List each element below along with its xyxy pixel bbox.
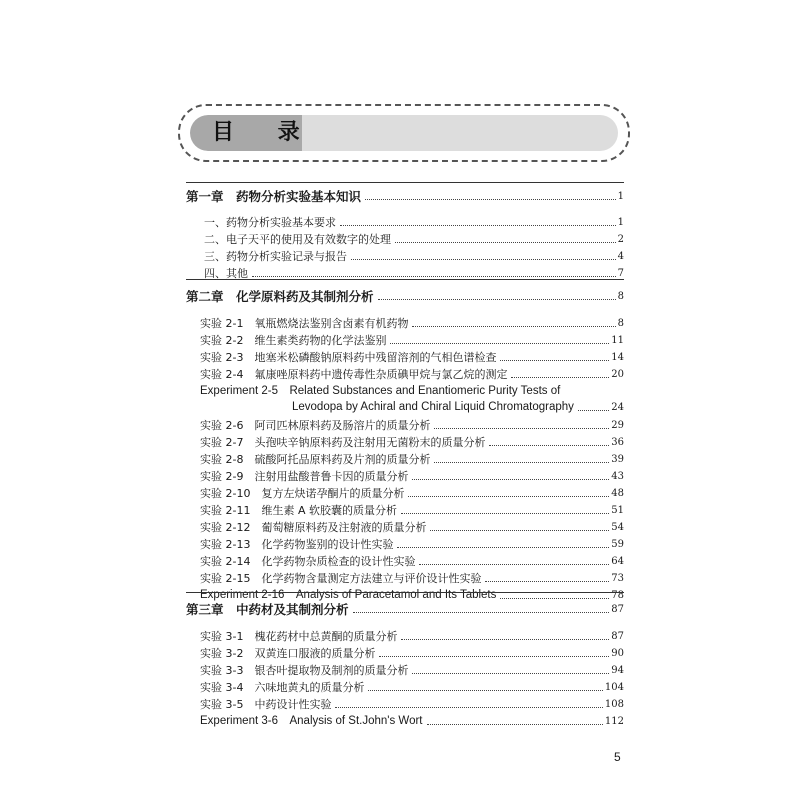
toc-item-label: 实验 2-11 维生素 A 软胶囊的质量分析 xyxy=(200,504,397,517)
toc-item-label: Experiment 2-5 Related Substances and Enantiomeric Purity Tests of xyxy=(200,385,561,397)
toc-item-page: 7 xyxy=(617,268,624,279)
toc-banner xyxy=(178,104,630,162)
dot-leader xyxy=(419,564,609,565)
toc-item-label: 实验 2-7 头孢呋辛钠原料药及注射用无菌粉末的质量分析 xyxy=(200,436,486,449)
toc-item-label: 实验 2-4 氟康唑原料药中遗传毒性杂质碘甲烷与氯乙烷的测定 xyxy=(200,368,508,381)
toc-item[interactable] xyxy=(200,660,624,677)
toc-item[interactable] xyxy=(200,500,624,517)
toc-item-page: 39 xyxy=(611,454,624,465)
dot-leader xyxy=(401,639,609,640)
toc-item[interactable] xyxy=(200,432,624,449)
toc-item-label: 实验 3-4 六味地黄丸的质量分析 xyxy=(200,681,365,694)
toc-item[interactable] xyxy=(200,347,624,364)
toc-item-label: 一、药物分析实验基本要求 xyxy=(204,216,336,229)
dot-leader xyxy=(368,690,602,691)
toc-item-label: 实验 3-3 银杏叶提取物及制剂的质量分析 xyxy=(200,664,409,677)
toc-item[interactable] xyxy=(204,246,624,263)
chapter-2-entry-page: 8 xyxy=(617,291,624,302)
chapter-1-entry[interactable] xyxy=(186,186,624,203)
dot-leader xyxy=(412,479,609,480)
dot-leader xyxy=(252,276,616,277)
dot-leader xyxy=(578,410,609,411)
toc-item[interactable] xyxy=(200,415,624,432)
toc-item[interactable] xyxy=(200,364,624,381)
dot-leader xyxy=(412,673,609,674)
chapter-3-entry-page: 87 xyxy=(611,604,624,615)
dot-leader xyxy=(408,496,609,497)
chapter-rule xyxy=(186,279,624,280)
chapter-rule xyxy=(186,592,624,593)
toc-item-label: 实验 2-13 化学药物鉴别的设计性实验 xyxy=(200,538,394,551)
toc-item-label: 四、其他 xyxy=(204,267,248,280)
toc-item-page: 2 xyxy=(617,234,624,245)
toc-item-page: 8 xyxy=(617,318,624,329)
toc-item[interactable] xyxy=(200,711,624,728)
toc-item[interactable] xyxy=(200,643,624,660)
toc-item[interactable] xyxy=(204,212,624,229)
toc-item[interactable] xyxy=(200,313,624,330)
chapter-1-entry-page: 1 xyxy=(617,191,624,202)
toc-banner-fill xyxy=(190,115,618,151)
toc-item[interactable] xyxy=(200,677,624,694)
toc-item[interactable] xyxy=(200,466,624,483)
toc-item[interactable] xyxy=(200,568,624,585)
dot-leader xyxy=(335,707,602,708)
toc-item-page: 20 xyxy=(611,369,624,380)
toc-item-page: 104 xyxy=(604,682,624,693)
toc-item-page: 73 xyxy=(611,573,624,584)
toc-item-label: 实验 2-1 氧瓶燃烧法鉴别含卤素有机药物 xyxy=(200,317,409,330)
page-title: 目 录 xyxy=(212,120,318,145)
dot-leader xyxy=(379,656,609,657)
dot-leader xyxy=(434,428,609,429)
toc-item-label: 实验 3-1 槐花药材中总黄酮的质量分析 xyxy=(200,630,398,643)
toc-item-page: 54 xyxy=(611,522,624,533)
toc-item-page: 94 xyxy=(611,665,624,676)
toc-item-continuation-label: Levodopa by Achiral and Chiral Liquid Chromatography xyxy=(292,401,574,413)
toc-item-label: 实验 2-3 地塞米松磷酸钠原料药中残留溶剂的气相色谱检查 xyxy=(200,351,497,364)
dot-leader xyxy=(390,343,609,344)
dot-leader xyxy=(340,225,616,226)
dot-leader xyxy=(430,530,609,531)
toc-item[interactable] xyxy=(200,551,624,568)
toc-item-label: 实验 2-9 注射用盐酸普鲁卡因的质量分析 xyxy=(200,470,409,483)
dot-leader xyxy=(378,299,616,300)
toc-item-label: Experiment 3-6 Analysis of St.John's Wort xyxy=(200,715,423,727)
toc-item[interactable] xyxy=(200,534,624,551)
toc-item-label: 实验 3-2 双黄连口服液的质量分析 xyxy=(200,647,376,660)
toc-item-page: 64 xyxy=(611,556,624,567)
toc-item[interactable] xyxy=(204,229,624,246)
toc-item[interactable] xyxy=(200,517,624,534)
toc-item-page: 14 xyxy=(611,352,624,363)
dot-leader xyxy=(365,199,616,200)
dot-leader xyxy=(351,259,616,260)
dot-leader xyxy=(401,513,609,514)
toc-item-continuation[interactable] xyxy=(292,397,624,414)
chapter-1-entry-label: 第一章 药物分析实验基本知识 xyxy=(186,189,362,204)
chapter-3-entry-label: 第三章 中药材及其制剂分析 xyxy=(186,602,349,617)
dot-leader xyxy=(395,242,616,243)
toc-item-label: Experiment 2-16 Analysis of Paracetamol and Its Tablets xyxy=(200,589,497,601)
chapter-3-entry[interactable] xyxy=(186,599,624,616)
toc-item-label: 实验 2-2 维生素类药物的化学法鉴别 xyxy=(200,334,387,347)
chapter-2-entry[interactable] xyxy=(186,286,624,303)
toc-item[interactable] xyxy=(200,330,624,347)
toc-item-label: 实验 2-15 化学药物含量测定方法建立与评价设计性实验 xyxy=(200,572,482,585)
top-rule xyxy=(186,182,624,183)
dot-leader xyxy=(485,581,609,582)
toc-item-page: 11 xyxy=(611,335,624,346)
toc-item-page: 112 xyxy=(604,716,624,727)
toc-item[interactable] xyxy=(200,626,624,643)
dot-leader xyxy=(412,326,615,327)
toc-item-label: 三、药物分析实验记录与报告 xyxy=(204,250,347,263)
toc-item-page: 29 xyxy=(611,420,624,431)
toc-item-page: 4 xyxy=(617,251,624,262)
toc-item[interactable] xyxy=(200,449,624,466)
page-number: 5 xyxy=(614,750,621,764)
dot-leader xyxy=(489,445,609,446)
toc-item[interactable] xyxy=(200,483,624,500)
chapter-2-entry-label: 第二章 化学原料药及其制剂分析 xyxy=(186,289,374,304)
toc-item-page: 90 xyxy=(611,648,624,659)
toc-item-label: 实验 2-12 葡萄糖原料药及注射液的质量分析 xyxy=(200,521,427,534)
toc-item-label: 实验 2-8 硫酸阿托品原料药及片剂的质量分析 xyxy=(200,453,431,466)
toc-item-page: 48 xyxy=(611,488,624,499)
toc-item-page: 87 xyxy=(611,631,624,642)
dot-leader xyxy=(397,547,609,548)
toc-item-page: 59 xyxy=(611,539,624,550)
dot-leader xyxy=(353,612,610,613)
toc-item-page: 36 xyxy=(611,437,624,448)
toc-item-page: 108 xyxy=(604,699,624,710)
toc-item-continuation-page: 24 xyxy=(611,402,624,413)
toc-item-label: 二、电子天平的使用及有效数字的处理 xyxy=(204,233,391,246)
toc-item-page: 78 xyxy=(611,590,624,601)
dot-leader xyxy=(500,360,609,361)
toc-item-page: 43 xyxy=(611,471,624,482)
toc-item-page: 51 xyxy=(611,505,624,516)
toc-item-label: 实验 2-14 化学药物杂质检查的设计性实验 xyxy=(200,555,416,568)
toc-item-label: 实验 2-10 复方左炔诺孕酮片的质量分析 xyxy=(200,487,405,500)
toc-item-page: 1 xyxy=(617,217,624,228)
toc-item-label: 实验 2-6 阿司匹林原料药及肠溶片的质量分析 xyxy=(200,419,431,432)
toc-item[interactable] xyxy=(204,263,624,280)
dot-leader xyxy=(511,377,609,378)
dot-leader xyxy=(434,462,609,463)
dot-leader xyxy=(427,724,603,725)
toc-item[interactable] xyxy=(200,381,624,398)
toc-item[interactable] xyxy=(200,694,624,711)
toc-item-label: 实验 3-5 中药设计性实验 xyxy=(200,698,332,711)
